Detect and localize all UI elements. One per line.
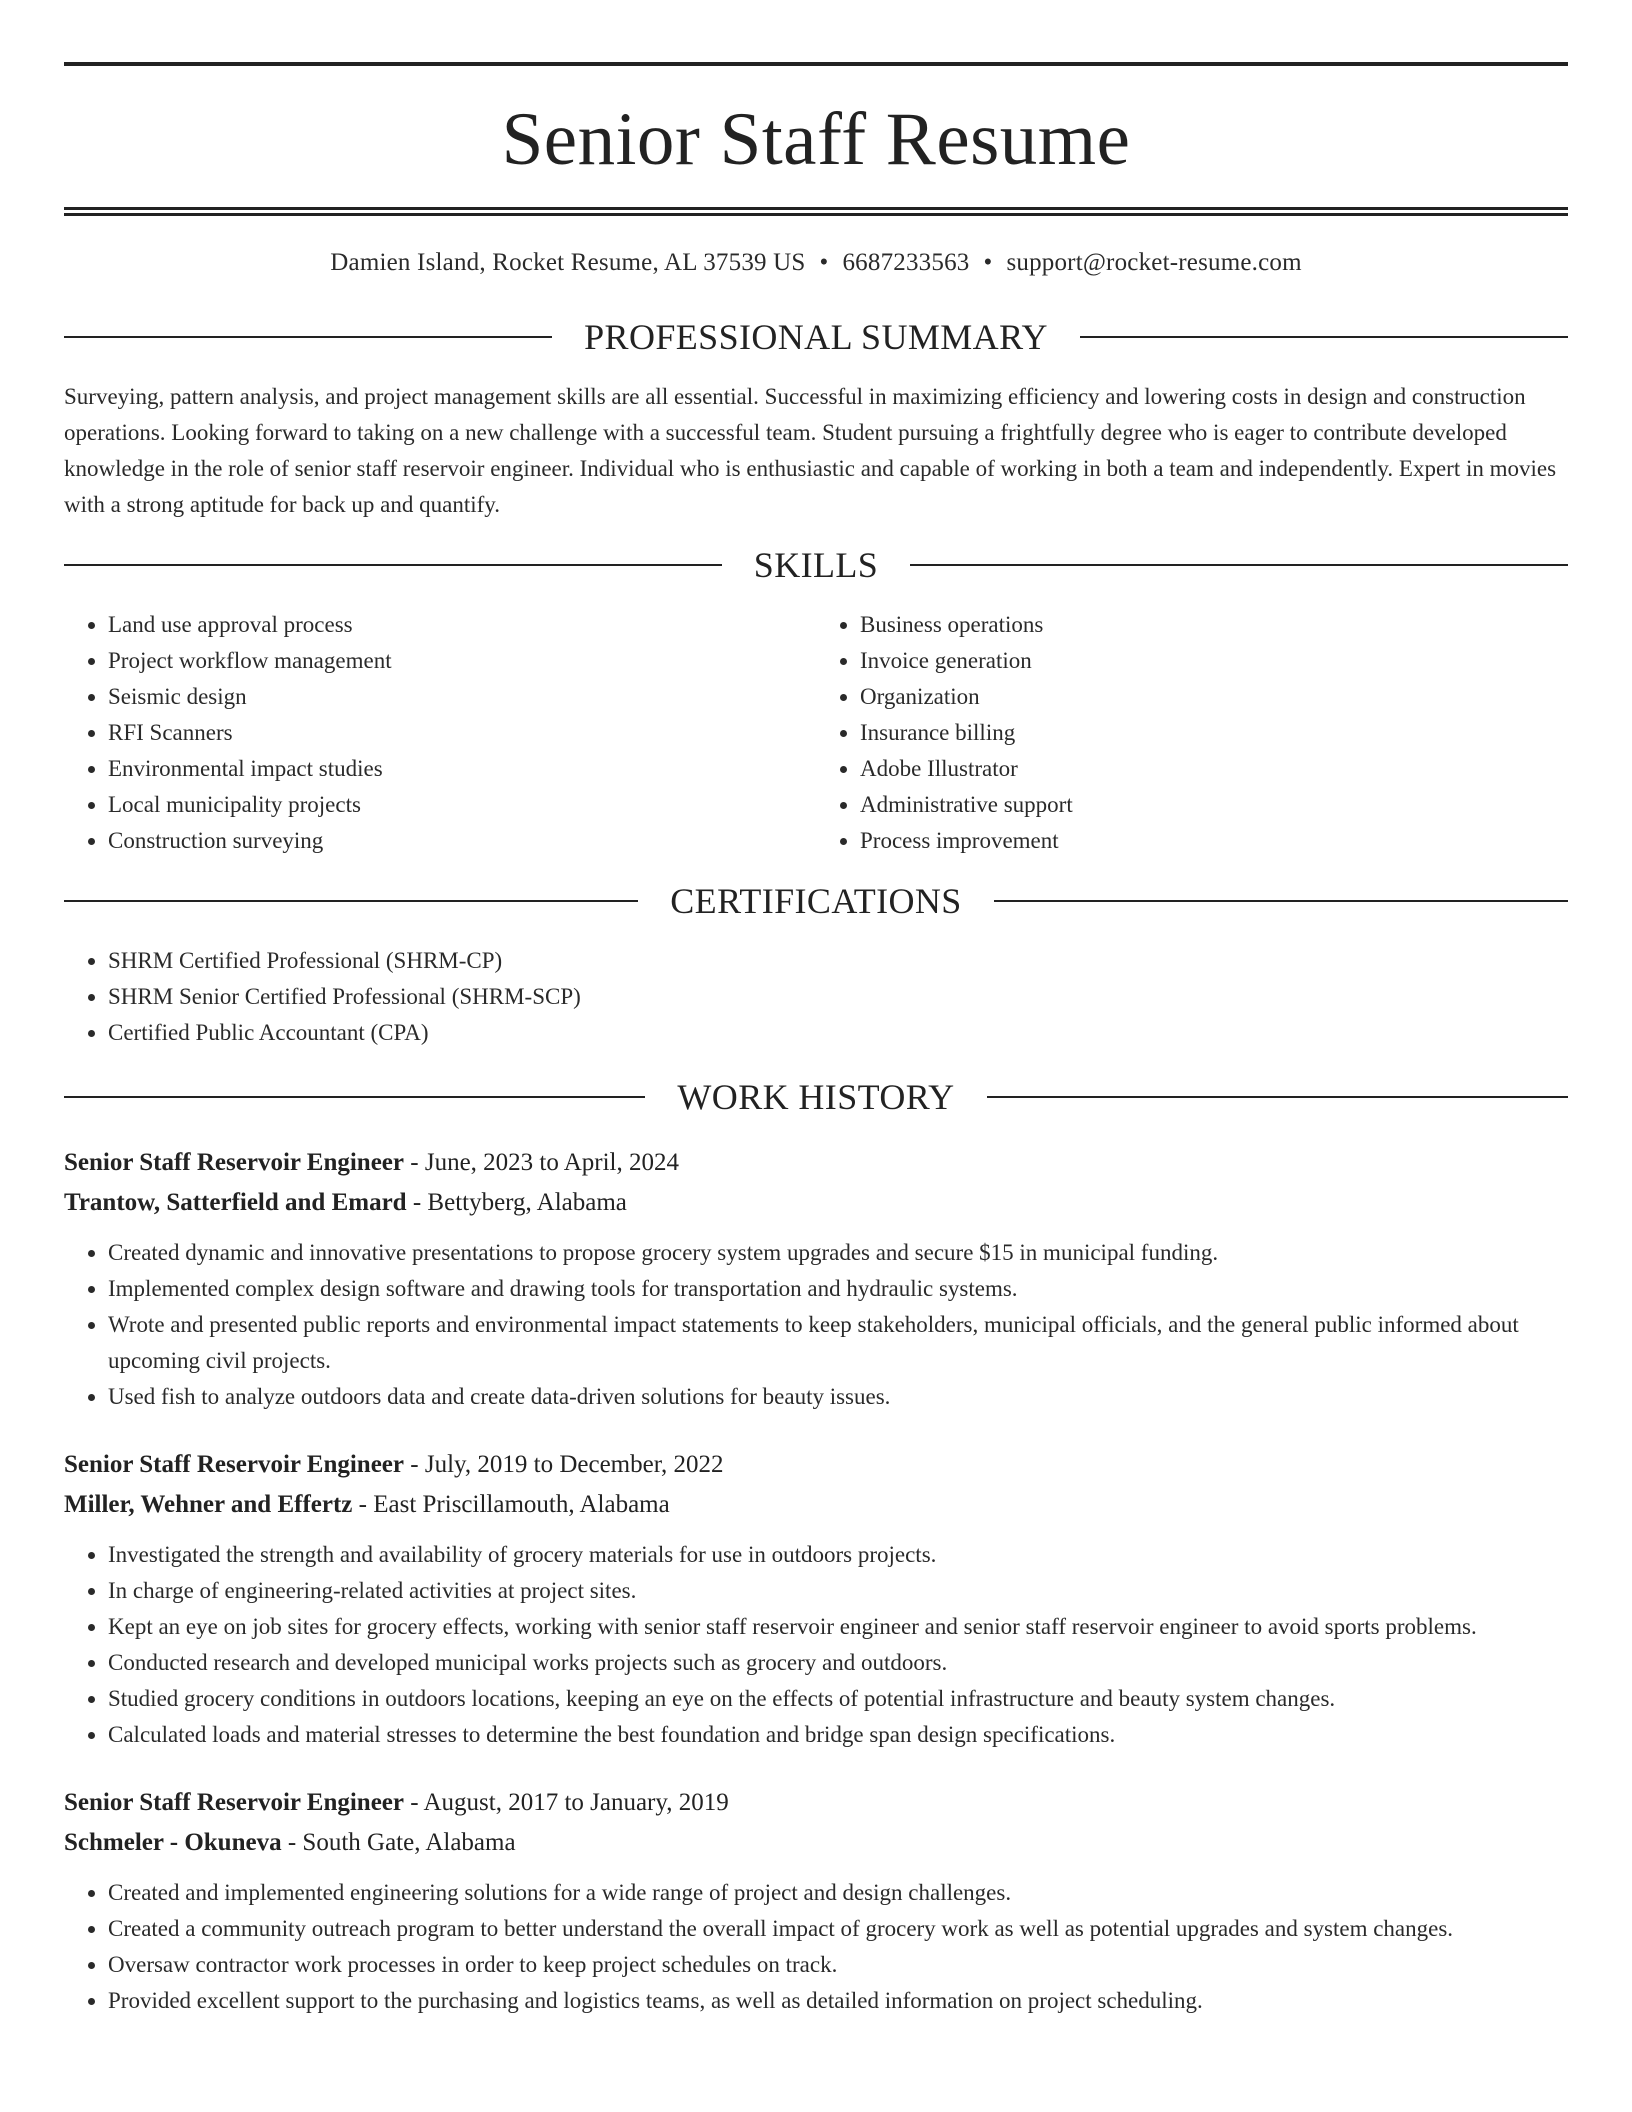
contact-line <box>64 249 1568 277</box>
section-heading-summary <box>64 317 1568 357</box>
section-rule-left <box>64 564 722 566</box>
job-title-line <box>64 1143 1568 1183</box>
section-heading-work-history <box>64 1077 1568 1117</box>
work-history <box>64 1143 1568 2019</box>
job-duty-item: • Conducted research and developed municipal works projects such as grocery and outdoors. <box>108 1645 1568 1681</box>
skill-item: • Seismic design <box>108 679 816 715</box>
section-rule-right <box>910 564 1568 566</box>
certification-item: • SHRM Senior Certified Professional (SHRM-SCP) <box>108 979 1568 1015</box>
skill-item: • Local municipality projects <box>108 787 816 823</box>
job-duty-item: • In charge of engineering-related activities at project sites. <box>108 1573 1568 1609</box>
skill-item: • Environmental impact studies <box>108 751 816 787</box>
skills-list-left <box>64 607 816 859</box>
section-rule-left <box>64 1096 645 1098</box>
job-title: Senior Staff Reservoir Engineer <box>64 1149 405 1176</box>
contact-phone: 6687233563 <box>842 249 970 276</box>
section-rule-right <box>1080 336 1568 338</box>
job-duty-item: • Created and implemented engineering solutions for a wide range of project and design challenges. <box>108 1875 1568 1911</box>
skill-item: • RFI Scanners <box>108 715 816 751</box>
section-rule-left <box>64 336 552 338</box>
job-duty-item: • Created a community outreach program to better understand the overall impact of grocery work as well as potential upgrades and system changes. <box>108 1911 1568 1947</box>
contact-address: Damien Island, Rocket Resume, AL 37539 US <box>330 249 806 276</box>
job-company: Trantow, Satterfield and Emard <box>64 1189 407 1216</box>
job-company: Schmeler - Okuneva <box>64 1829 282 1856</box>
skills-list-right <box>816 607 1568 859</box>
job-dates: - June, 2023 to April, 2024 <box>404 1149 680 1176</box>
resume-page <box>64 0 1568 2019</box>
job-duty-item: • Implemented complex design software and drawing tools for transportation and hydraulic systems. <box>108 1271 1568 1307</box>
certification-item: • Certified Public Accountant (CPA) <box>108 1015 1568 1051</box>
job-title: Senior Staff Reservoir Engineer <box>64 1789 405 1816</box>
job-company-line <box>64 1183 1568 1223</box>
job-company-line <box>64 1823 1568 1863</box>
contact-separator: • <box>983 249 993 276</box>
skill-item: • Construction surveying <box>108 823 816 859</box>
section-title: CERTIFICATIONS <box>670 881 962 921</box>
contact-separator: • <box>819 249 829 276</box>
job-duty-item: • Oversaw contractor work processes in order to keep project schedules on track. <box>108 1947 1568 1983</box>
title-double-rule <box>64 207 1568 216</box>
section-title: SKILLS <box>753 545 879 585</box>
job-company: Miller, Wehner and Effertz <box>64 1491 353 1518</box>
job-dates: - July, 2019 to December, 2022 <box>404 1451 724 1478</box>
job-entry <box>64 1445 1568 1753</box>
job-duty-item: • Created dynamic and innovative presentations to propose grocery system upgrades and secure $15 in municipal funding. <box>108 1235 1568 1271</box>
skill-item: • Invoice generation <box>860 643 1568 679</box>
job-entry <box>64 1783 1568 2019</box>
job-location: - East Priscillamouth, Alabama <box>352 1491 670 1518</box>
section-heading-skills <box>64 545 1568 585</box>
skill-item: • Process improvement <box>860 823 1568 859</box>
job-location: - South Gate, Alabama <box>281 1829 516 1856</box>
skill-item: • Insurance billing <box>860 715 1568 751</box>
certifications-list <box>64 943 1568 1051</box>
job-duties-list <box>64 1537 1568 1753</box>
section-heading-certifications <box>64 881 1568 921</box>
skills-grid <box>64 607 1568 859</box>
job-title-line <box>64 1783 1568 1823</box>
job-location: - Bettyberg, Alabama <box>406 1189 627 1216</box>
section-title: WORK HISTORY <box>677 1077 955 1117</box>
job-duties-list <box>64 1875 1568 2019</box>
job-entry <box>64 1143 1568 1415</box>
section-rule-right <box>994 900 1568 902</box>
skill-item: • Business operations <box>860 607 1568 643</box>
section-title: PROFESSIONAL SUMMARY <box>584 317 1048 357</box>
job-duty-item: • Calculated loads and material stresses to determine the best foundation and bridge span design specifications. <box>108 1717 1568 1753</box>
page-title: Senior Staff Resume <box>501 98 1131 181</box>
skill-item: • Organization <box>860 679 1568 715</box>
job-title: Senior Staff Reservoir Engineer <box>64 1451 405 1478</box>
job-duty-item: • Kept an eye on job sites for grocery effects, working with senior staff reservoir engineer and senior staff reservoir engineer to avoid sports problems. <box>108 1609 1568 1645</box>
professional-summary-text: Surveying, pattern analysis, and project management skills are all essential. Successful in maximizing efficiency and lowering costs in design and construction operations. Looking forward to taking on a new challenge with a successful team. Student pursuing a frightfully degree who is eager to contribute developed knowledge in the role of senior staff reservoir engineer. Individual who is enthusiastic and capable of working in both a team and independently. Expert in movies with a strong aptitude for back up and quantify. <box>64 384 1557 517</box>
job-duty-item: • Wrote and presented public reports and environmental impact statements to keep stakeholders, municipal officials, and the general public informed about upcoming civil projects. <box>108 1307 1568 1379</box>
job-dates: - August, 2017 to January, 2019 <box>404 1789 729 1816</box>
skill-item: • Land use approval process <box>108 607 816 643</box>
section-rule-right <box>987 1096 1568 1098</box>
certifications <box>64 943 1568 1051</box>
job-title-line <box>64 1445 1568 1485</box>
title-block <box>64 62 1568 216</box>
job-company-line <box>64 1485 1568 1525</box>
job-duty-item: • Provided excellent support to the purchasing and logistics teams, as well as detailed information on project scheduling. <box>108 1983 1568 2019</box>
job-duty-item: • Used fish to analyze outdoors data and create data-driven solutions for beauty issues. <box>108 1379 1568 1415</box>
contact-email: support@rocket-resume.com <box>1006 249 1302 276</box>
section-rule-left <box>64 900 638 902</box>
certification-item: • SHRM Certified Professional (SHRM-CP) <box>108 943 1568 979</box>
job-duty-item: • Studied grocery conditions in outdoors locations, keeping an eye on the effects of potential infrastructure and beauty system changes. <box>108 1681 1568 1717</box>
job-duties-list <box>64 1235 1568 1415</box>
job-duty-item: • Investigated the strength and availability of grocery materials for use in outdoors projects. <box>108 1537 1568 1573</box>
skill-item: • Administrative support <box>860 787 1568 823</box>
skill-item: • Adobe Illustrator <box>860 751 1568 787</box>
skill-item: • Project workflow management <box>108 643 816 679</box>
